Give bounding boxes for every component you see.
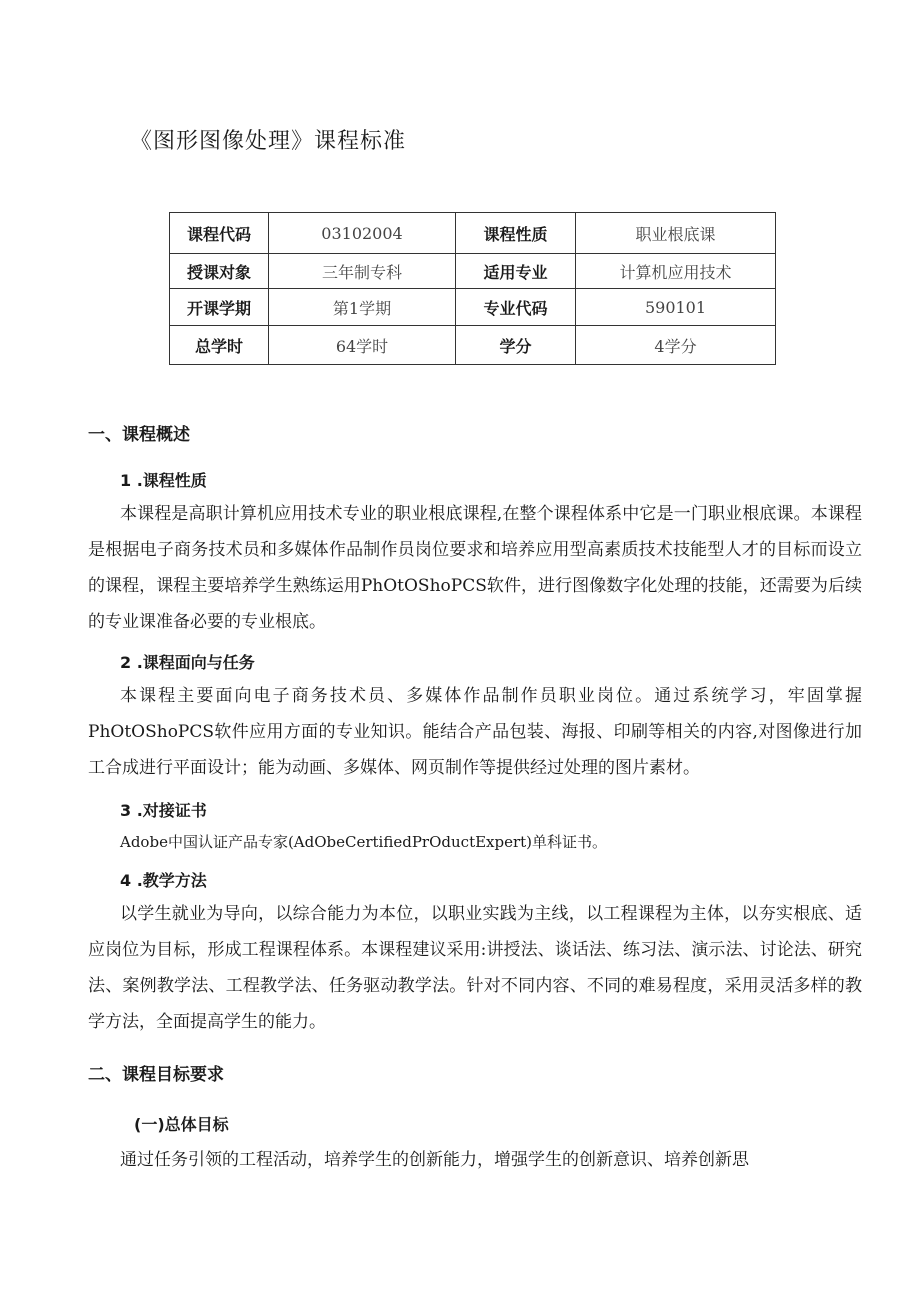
table-key-cell: 课程性质 [456,213,576,254]
table-value-cell: 职业根底课 [576,213,776,254]
subsection-heading-certificate: 3 .对接证书 [120,801,207,820]
paragraph-overall-goal: 通过任务引领的工程活动，培养学生的创新能力，增强学生的创新意识、培养创新思 [120,1150,749,1170]
table-key-cell: 学分 [456,326,576,365]
subsection-heading-orientation: 2 .课程面向与任务 [120,653,255,672]
table-value-cell: 计算机应用技术 [576,254,776,289]
subsection-heading-nature: 1 .课程性质 [120,471,207,490]
table-row [170,213,776,254]
table-key-cell: 总学时 [170,326,269,365]
table-value-cell: 三年制专科 [269,254,456,289]
table-key-cell: 专业代码 [456,289,576,326]
table-key-cell: 课程代码 [170,213,269,254]
table-row [170,326,776,365]
paragraph-certificate: Adobe中国认证产品专家(AdObeCertifiedPrOductExpert)单科证书。 [120,833,608,851]
table-key-cell: 授课对象 [170,254,269,289]
table-value-cell: 第1学期 [269,289,456,326]
table-key-cell: 适用专业 [456,254,576,289]
paragraph-orientation: 本课程主要面向电子商务技术员、多媒体作品制作员职业岗位。通过系统学习，牢固掌握PhOtOShoPCS软件应用方面的专业知识。能结合产品包装、海报、印刷等相关的内容,对图像进行加工合成进行平面设计；能为动画、多媒体、网页制作等提供经过处理的图片素材。 [88,686,862,778]
table-row [170,254,776,289]
course-info-table [169,212,776,365]
section-heading-overview: 一、课程概述 [88,425,190,445]
section-heading-goals: 二、课程目标要求 [88,1065,224,1085]
table-value-cell: 4学分 [576,326,776,365]
table-value-cell: 03102004 [269,213,456,254]
table-row [170,289,776,326]
table-value-cell: 590101 [576,289,776,326]
subsection-heading-methods: 4 .教学方法 [120,871,207,890]
paragraph-methods: 以学生就业为导向，以综合能力为本位，以职业实践为主线，以工程课程为主体，以夯实根底、适应岗位为目标，形成工程课程体系。本课程建议采用:讲授法、谈话法、练习法、演示法、讨论法、研究法、案例教学法、工程教学法、任务驱动教学法。针对不同内容、不同的难易程度，采用灵活多样的教学方法，全面提高学生的能力。 [88,904,862,1032]
document-title: 《图形图像处理》课程标准 [130,129,407,154]
paragraph-nature: 本课程是高职计算机应用技术专业的职业根底课程,在整个课程体系中它是一门职业根底课。本课程是根据电子商务技术员和多媒体作品制作员岗位要求和培养应用型高素质技术技能型人才的目标而设立的课程，课程主要培养学生熟练运用PhOtOShoPCS软件，进行图像数字化处理的技能，还需要为后续的专业课准备必要的专业根底。 [88,504,862,632]
table-key-cell: 开课学期 [170,289,269,326]
subsection-heading-overall-goal: (一)总体目标 [134,1115,229,1134]
table-value-cell: 64学时 [269,326,456,365]
